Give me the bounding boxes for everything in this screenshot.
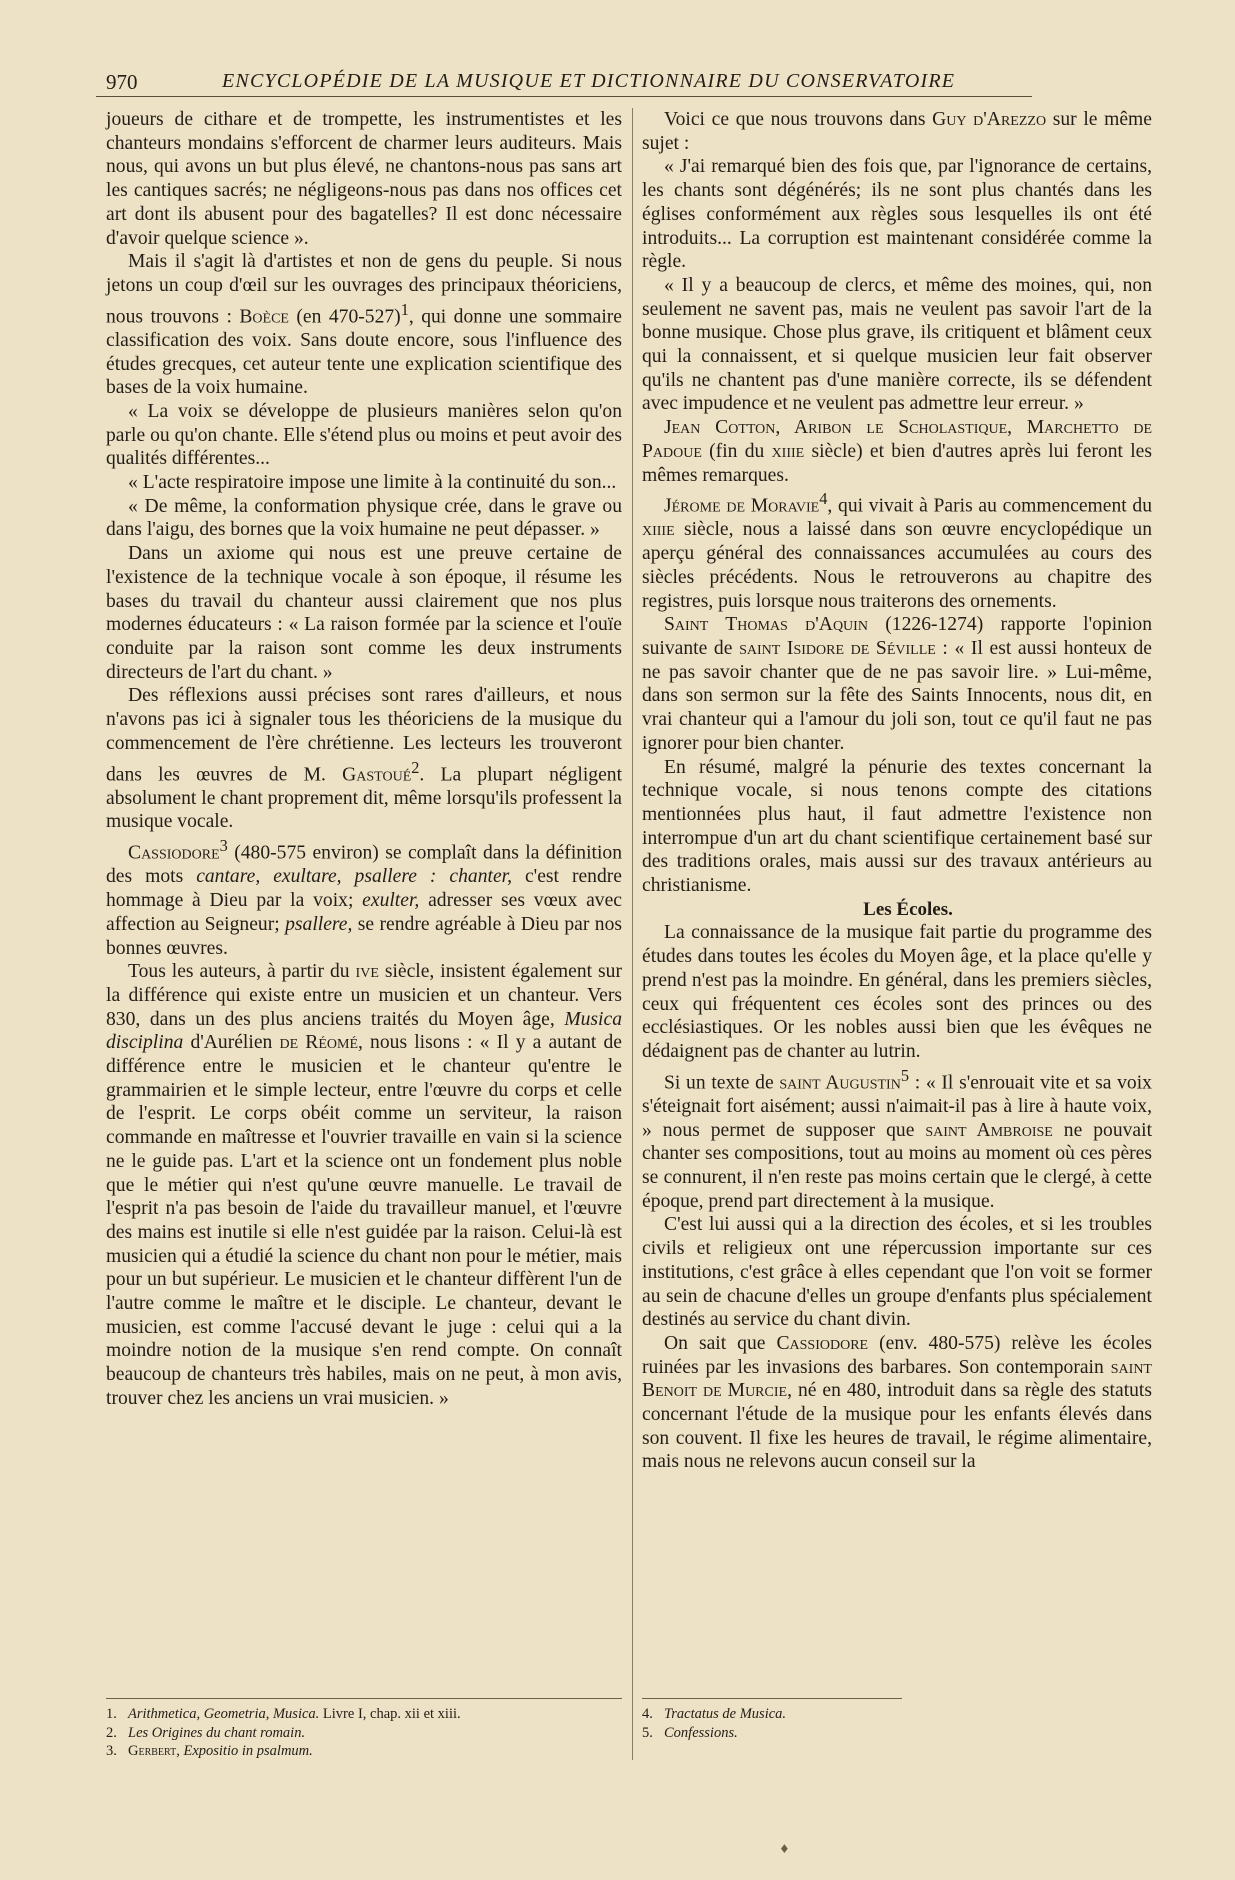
footnote-ref: 1 (400, 299, 409, 319)
paragraph (642, 416, 1152, 487)
footnotes-left (106, 1698, 622, 1761)
footnote (106, 1705, 622, 1724)
text: Mais il s'agit là d'artistes et non de gens du peuple. Si nous jetons un coup d'œil sur les ouvrages des principaux théoriciens, nous trouvons : (106, 251, 622, 328)
quote-paragraph: « J'ai remarqué bien des fois que, par l'ignorance de certains, les chants sont dégénérés; ils ne sont plus chantés dans les églises conformément aux règles sous lesquelles ils ont été introduits... La corruption est maintenant considérée comme la règle. (642, 156, 1152, 273)
paragraph (642, 1332, 1152, 1474)
quote-paragraph: « Il y a beaucoup de clercs, et même des moines, qui, non seulement ne savent pas, mais ne veulent pas savoir l'art de la bonne musique. Chose plus grave, ils critiquent et blâment ceux qui la connaissent, et si quelque musicien leur fait observer qu'ils ne chantent pas d'une manière correcte, ils se défendent avec impudence et ne veulent pas admettre leur erreur. » (642, 274, 1152, 415)
text: , qui donne une sommaire classification des voix. Sans doute encore, sous l'influence des études grecques, cet auteur tente une explication scientifique des bases de la voix humaine. (106, 306, 622, 399)
footnote-number: 5. (642, 1724, 653, 1741)
section-title: Les Écoles. (863, 898, 953, 920)
text: Si un texte de (664, 1072, 780, 1094)
text: On sait que (664, 1332, 777, 1354)
paragraph (642, 1064, 1152, 1214)
century: xiiie (771, 440, 805, 462)
work-title: Musica disciplina (106, 1008, 622, 1054)
quote-paragraph: « La voix se développe de plusieurs manières selon qu'on parle ou qu'on chante. Elle s'étend plus ou moins et peut avoir des qualités différentes... (106, 400, 622, 470)
footnote-number: 2. (106, 1724, 117, 1741)
right-column (642, 108, 1152, 1474)
text: (480-575 environ) se complaît dans la définition des mots (106, 842, 622, 888)
paragraph (106, 960, 622, 1410)
text: Tous les auteurs, à partir du (128, 961, 356, 983)
author-name: Gastoué (342, 764, 412, 786)
author-name: saint Ambroise (925, 1119, 1053, 1141)
text: , qui vivait à Paris au commencement du (827, 495, 1153, 517)
quote-paragraph: « De même, la conformation physique crée, dans le grave ou dans l'aigu, des bornes que la voix humaine ne peut dépasser. » (106, 495, 622, 541)
paragraph (642, 487, 1152, 613)
text: sur le même sujet : (642, 109, 1152, 154)
footnote-number: 4. (642, 1706, 653, 1722)
footnote-ref: 5 (900, 1065, 909, 1085)
text: (en 470-527) (288, 306, 401, 328)
text: d'Aurélien (183, 1032, 280, 1054)
latin-term: psallere, (285, 913, 353, 935)
footnote-author: Gerbert, (128, 1743, 180, 1759)
paragraph: En résumé, malgré la pénurie des textes concernant la technique vocale, si nous tenons compte des citations mentionnées plus haut, il faut admettre l'existence non interrompue d'un art du chant scientifique certainement basé sur des traditions orales, mais aussi sur des travaux antérieurs au christianisme. (642, 756, 1152, 897)
author-name: Cassiodore (128, 842, 220, 864)
footnote-number: 3. (106, 1743, 117, 1759)
footnote-title: Expositio in psalmum. (179, 1743, 313, 1759)
paragraph (106, 834, 622, 960)
footnote-ref: 2 (411, 757, 420, 777)
text: (env. 480-575) relève les écoles ruinées par les invasions des barbares. Son contemporain (642, 1332, 1152, 1378)
text: , né en 480, introduit dans sa règle des statuts concernant l'étude de la musique pour les enfants élevés dans son couvent. Il fixe les heures de travail, le régime alimentaire, mais nous ne relevons aucun conseil sur la (642, 1380, 1153, 1473)
text: : « Il s'enrouait vite et sa voix s'éteignait fort aisément; aussi n'aimait-il pas à lire à haute voix, » nous permet de supposer que (642, 1072, 1152, 1141)
text: se rendre agréable à Dieu par nos bonnes œuvres. (106, 913, 622, 959)
author-name: saint Benoit de Murcie (642, 1356, 1152, 1402)
text: siècle, insistent également sur la différence qui existe entre un musicien et un chanteur. Vers 830, dans un des plus anciens traités du Moyen âge, (106, 961, 622, 1030)
footnote (106, 1742, 622, 1761)
author-name: Boèce (239, 306, 289, 328)
text: . La plupart négligent absolument le chant proprement dit, même lorsqu'ils professent la musique vocale. (106, 764, 623, 833)
latin-terms: cantare, exultare, psallere : chanter, (196, 866, 512, 888)
footnote (642, 1724, 902, 1743)
author-name: Cassiodore (776, 1332, 869, 1354)
text: (1226-1274) rapporte l'opinion suivante de (642, 614, 1152, 659)
footnote-title: Tractatus de Musica. (664, 1706, 787, 1722)
paragraph: La connaissance de la musique fait partie du programme des études dans toutes les écoles du Moyen âge, et la place qu'elle y prend n'est pas la moindre. En général, dans les premiers siècles, ceux qui fréquentent ces écoles sont des princes ou des ecclésiastiques. Or les nobles aussi bien que les évêques ne dédaignent pas de chanter au lutrin. (642, 922, 1152, 1062)
footnote-title: Confessions. (664, 1724, 738, 1741)
paragraph (642, 613, 1152, 755)
century: ive (355, 961, 379, 983)
text: , nous lisons : « Il y a autant de différence entre le musicien et le chanteur qu'entre le grammairien et le simple lecteur, entre l'œuvre du corps et celle de l'esprit. Le corps obéit comme un serviteur, la raison commande en maîtresse et l'ouvrier travaille en vain si la science ne le guide pas. L'art et la science ont un fondement plus noble que le métier qui n'est qu'une œuvre manuelle. Le travail de l'esprit n'a pas besoin de l'aide du travailleur manuel, et l'œuvre des mains est inutile si elle n'est guidée par la raison. Celui-là est musicien qui a étudié la science du chant non pour le métier, mais pour un but supérieur. Le musicien et le chanteur diffèrent l'un de l'autre comme le maître et le disciple. Le chanteur, devant le musicien, est comme l'accusé devant le juge : celui qui a la moindre notion de la musique s'en rend compte. On connaît beaucoup de chanteurs très habiles, mais on ne peut, à mon avis, trouver chez les anciens un vrai musicien. » (106, 1032, 622, 1409)
footnote-ref: 4 (819, 489, 828, 509)
page-number: 970 (106, 70, 138, 94)
text: siècle, nous a laissé dans son œuvre encyclopédique un aperçu général des connaissances accumulées au cours des siècles précédents. Nous le retrouverons au chapitre des registres, puis lorsque nous traiterons des ornements. (642, 519, 1152, 612)
text: adresser ses vœux avec affection au Seigneur; (106, 890, 622, 935)
text: siècle) et bien d'autres après lui feront les mêmes remarques. (642, 440, 1152, 486)
paragraph: joueurs de cithare et de trompette, les instrumentistes et les chanteurs mondains s'efforcent de charmer leurs auditeurs. Mais nous, qui avons un but plus élevé, ne chantons-nous pas sans art les cantiques sacrés; ne négligeons-nous pas dans nos offices cet art dont ils abusent pour des bagatelles? Il est donc nécessaire d'avoir quelque science ». (106, 109, 622, 249)
author-names: Jean Cotton, Aribon le Scholastique, Marchetto de Padoue (642, 417, 1152, 462)
author-name: Guy d'Arezzo (932, 109, 1047, 130)
text: : « Il est aussi honteux de ne pas savoir chanter que de ne pas savoir lire. » Lui-même, dans son sermon sur la fête des Saints Innocents, nous dit, en vrai chanteur qui a l'amour du joli son, tout ce qu'il faut ne pas ignorer pour bien chanter. (642, 638, 1152, 754)
author-name: de Réomé (279, 1032, 359, 1054)
quote-paragraph: « L'acte respiratoire impose une limite à la continuité du son... (128, 472, 617, 494)
column-divider (632, 108, 633, 1760)
footnote-text: Livre I, chap. xii et xiii. (319, 1706, 461, 1722)
footnote-title: Arithmetica, Geometria, Musica. (128, 1706, 320, 1722)
page-header (96, 68, 1032, 97)
text: Voici ce que nous trouvons dans (664, 109, 933, 130)
paragraph (106, 684, 622, 834)
left-column (106, 108, 622, 1411)
author-name: saint Augustin (779, 1072, 901, 1094)
century: xiiie (642, 519, 675, 541)
paragraph: Dans un axiome qui nous est une preuve certaine de l'existence de la technique vocale à son époque, il résume les bases du travail du chanteur aussi clairement que nos plus modernes éducateurs : « La raison formée par la science et l'ouïe conduite par la raison sont comme les deux instruments directeurs de l'art du chant. » (106, 543, 622, 683)
footnote-title: Les Origines du chant romain. (128, 1724, 306, 1741)
running-title: ENCYCLOPÉDIE DE LA MUSIQUE ET DICTIONNAIRE DU CONSERVATOIRE (222, 70, 956, 92)
paragraph (106, 250, 622, 400)
footnote (106, 1724, 622, 1743)
footnote-number: 1. (106, 1706, 117, 1722)
author-name: Saint Thomas d'Aquin (664, 614, 868, 636)
text: (fin du (701, 440, 772, 462)
text: Des réflexions aussi précises sont rares d'ailleurs, et nous n'avons pas ici à signaler tous les théoriciens de la musique du commencement de l'ère chrétienne. Les lecteurs les trouveront dans les œuvres de M. (106, 685, 622, 786)
footnote (642, 1705, 902, 1724)
footnote-ref: 3 (219, 836, 228, 856)
paragraph: C'est lui aussi qui a la direction des écoles, et si les troubles civils et religieux ont une répercussion importante sur ces institutions, c'est grâce à elles cependant que l'on voit se former au sein de chacune d'elles un groupe d'enfants plus spécialement destinés au service du chant divin. (642, 1214, 1152, 1331)
latin-term: exulter, (362, 890, 420, 912)
author-name: Jérome de Moravie (664, 495, 820, 517)
author-name: saint Isidore de Séville (739, 638, 936, 659)
footnotes-right (642, 1698, 902, 1742)
paragraph (642, 108, 1152, 155)
text: ne pouvait chanter ses compositions, tout au moins au moment où ces pères se connurent, il n'en reste pas moins certain que le clergé, à cette époque, prend part directement à la musique. (642, 1119, 1153, 1212)
page-ornament: ♦ (779, 1842, 790, 1856)
text: c'est rendre hommage à Dieu par la voix; (106, 866, 622, 912)
